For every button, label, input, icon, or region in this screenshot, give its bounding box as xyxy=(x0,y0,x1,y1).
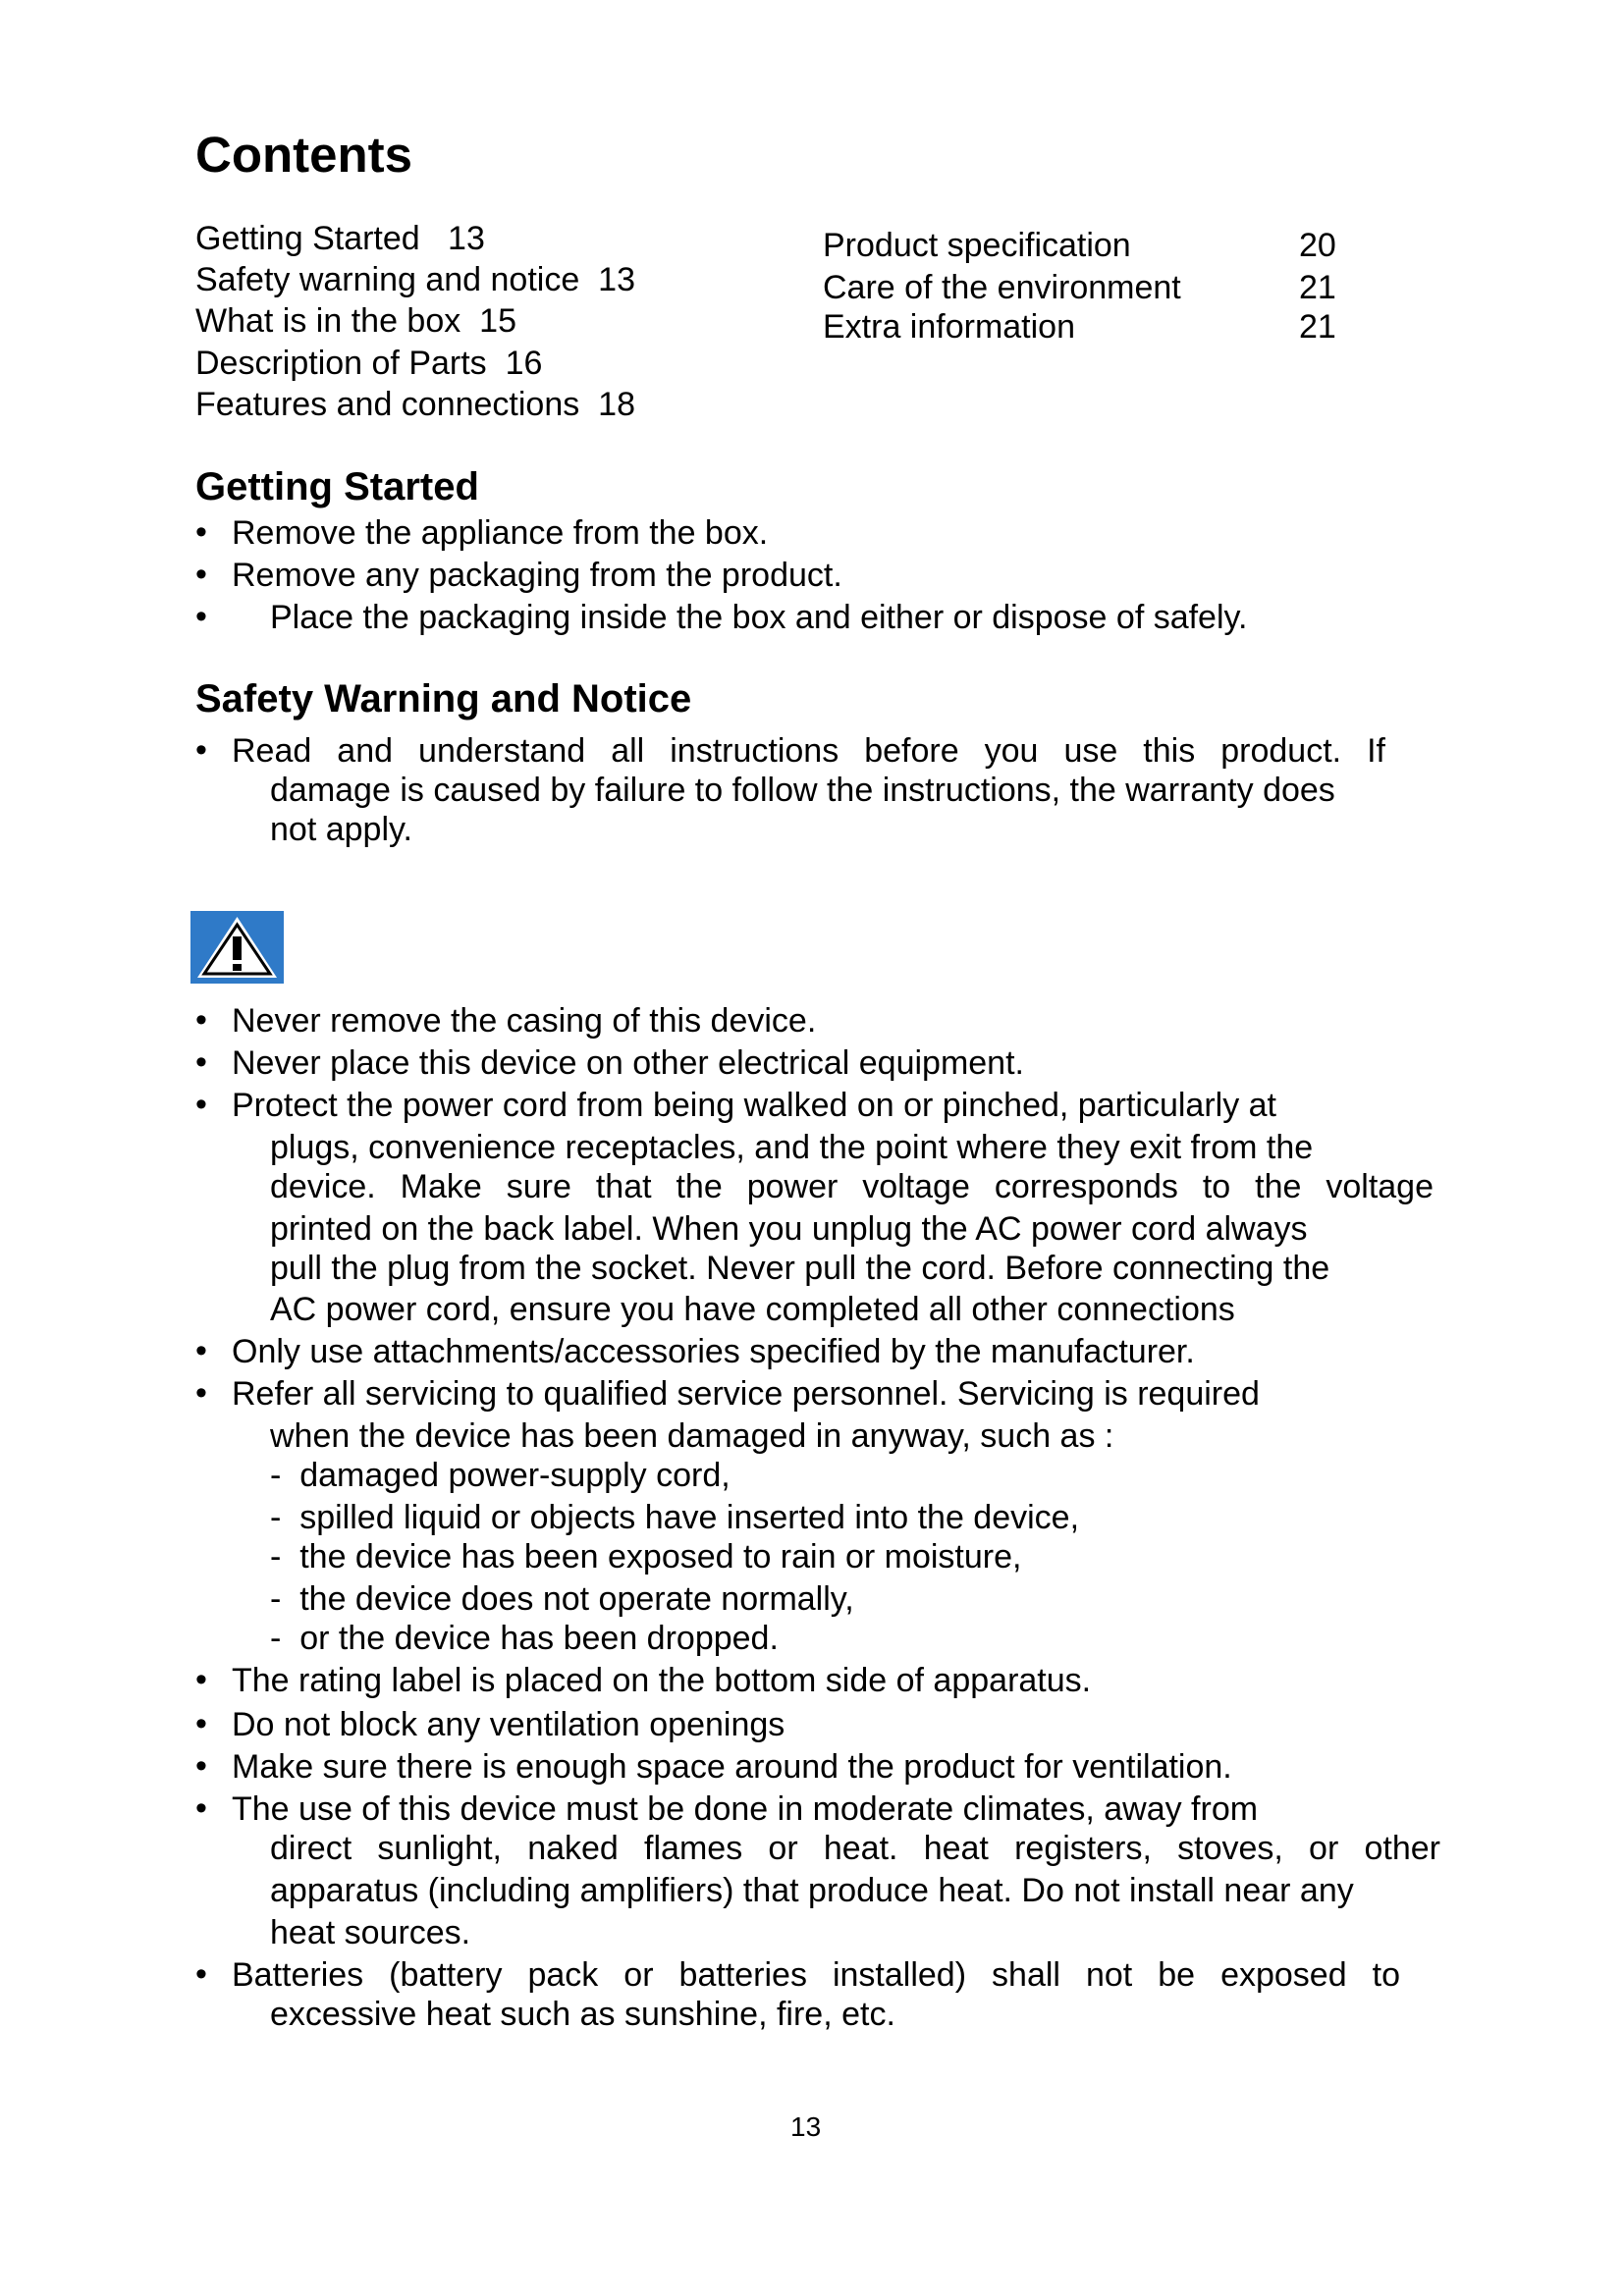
safety-item: The rating label is placed on the bottom side of apparatus. xyxy=(232,1662,1092,1699)
safety-intro-line: not apply. xyxy=(270,811,412,848)
toc-entry-label[interactable]: Product specification xyxy=(823,227,1131,264)
sub-item: - the device has been exposed to rain or moisture, xyxy=(270,1538,1022,1575)
toc-entry[interactable]: Getting Started 13 xyxy=(195,220,485,257)
getting-started-heading: Getting Started xyxy=(195,465,479,508)
safety-item-line: Refer all servicing to qualified service personnel. Servicing is required xyxy=(232,1375,1260,1413)
safety-item-line: Protect the power cord from being walked on or pinched, particularly at xyxy=(232,1087,1276,1124)
bullet: • xyxy=(195,1705,207,1742)
safety-item-line: printed on the back label. When you unplug the AC power cord always xyxy=(270,1210,1308,1248)
toc-entry-label[interactable]: Care of the environment xyxy=(823,269,1181,306)
safety-heading: Safety Warning and Notice xyxy=(195,677,692,721)
safety-item-line: AC power cord, ensure you have completed all other connections xyxy=(270,1291,1235,1328)
safety-item-line: heat sources. xyxy=(270,1914,471,1951)
bullet: • xyxy=(195,1086,207,1123)
sub-item: - damaged power-supply cord, xyxy=(270,1457,731,1494)
safety-item-line: direct sunlight, naked flames or heat. heat registers, stoves, or other xyxy=(270,1830,1440,1867)
getting-started-item: Remove the appliance from the box. xyxy=(232,514,769,552)
safety-item-line: when the device has been damaged in anyway, such as : xyxy=(270,1417,1114,1455)
safety-item-line: Batteries (battery pack or batteries installed) shall not be exposed to xyxy=(232,1956,1400,1994)
bullet: • xyxy=(195,731,207,769)
bullet: • xyxy=(195,1374,207,1412)
bullet: • xyxy=(195,1043,207,1081)
page-number: 13 xyxy=(790,2111,822,2142)
toc-entry[interactable]: Safety warning and notice 13 xyxy=(195,261,635,298)
bullet: • xyxy=(195,598,207,635)
toc-entry[interactable]: Features and connections 18 xyxy=(195,386,635,423)
bullet: • xyxy=(195,1332,207,1369)
safety-item-line: apparatus (including amplifiers) that produce heat. Do not install near any xyxy=(270,1872,1354,1909)
safety-item-line: device. Make sure that the power voltage corresponds to the voltage xyxy=(270,1168,1434,1205)
safety-item: Do not block any ventilation openings xyxy=(232,1706,785,1743)
contents-title: Contents xyxy=(195,127,412,183)
sub-item: - or the device has been dropped. xyxy=(270,1620,779,1657)
toc-entry[interactable]: Description of Parts 16 xyxy=(195,345,543,382)
safety-item: Make sure there is enough space around the product for ventilation. xyxy=(232,1748,1232,1786)
safety-item: Never remove the casing of this device. xyxy=(232,1002,817,1040)
warning-triangle-icon xyxy=(190,911,284,984)
getting-started-item: Remove any packaging from the product. xyxy=(232,557,842,594)
bullet: • xyxy=(195,513,207,551)
safety-intro-line: Read and understand all instructions before you use this product. If xyxy=(232,732,1385,770)
safety-item-line: plugs, convenience receptacles, and the point where they exit from the xyxy=(270,1129,1314,1166)
toc-entry-label[interactable]: Extra information xyxy=(823,308,1075,346)
safety-item-line: pull the plug from the socket. Never pull the cord. Before connecting the xyxy=(270,1250,1330,1287)
safety-item: Never place this device on other electrical equipment. xyxy=(232,1044,1024,1082)
bullet: • xyxy=(195,1747,207,1785)
toc-entry-page: 21 xyxy=(1299,269,1336,306)
bullet: • xyxy=(195,1001,207,1039)
safety-item-line: excessive heat such as sunshine, fire, etc. xyxy=(270,1996,895,2033)
sub-item: - spilled liquid or objects have inserted into the device, xyxy=(270,1499,1080,1536)
safety-item-line: The use of this device must be done in moderate climates, away from xyxy=(232,1790,1259,1828)
toc-entry-page: 21 xyxy=(1299,308,1336,346)
toc-entry-page: 20 xyxy=(1299,227,1336,264)
sub-item: - the device does not operate normally, xyxy=(270,1580,854,1618)
toc-entry[interactable]: What is in the box 15 xyxy=(195,302,516,340)
bullet: • xyxy=(195,556,207,593)
safety-item: Only use attachments/accessories specified by the manufacturer. xyxy=(232,1333,1195,1370)
bullet: • xyxy=(195,1789,207,1827)
bullet: • xyxy=(195,1955,207,1993)
getting-started-item: Place the packaging inside the box and either or dispose of safely. xyxy=(270,599,1248,636)
safety-intro-line: damage is caused by failure to follow the instructions, the warranty does xyxy=(270,772,1335,809)
bullet: • xyxy=(195,1661,207,1698)
